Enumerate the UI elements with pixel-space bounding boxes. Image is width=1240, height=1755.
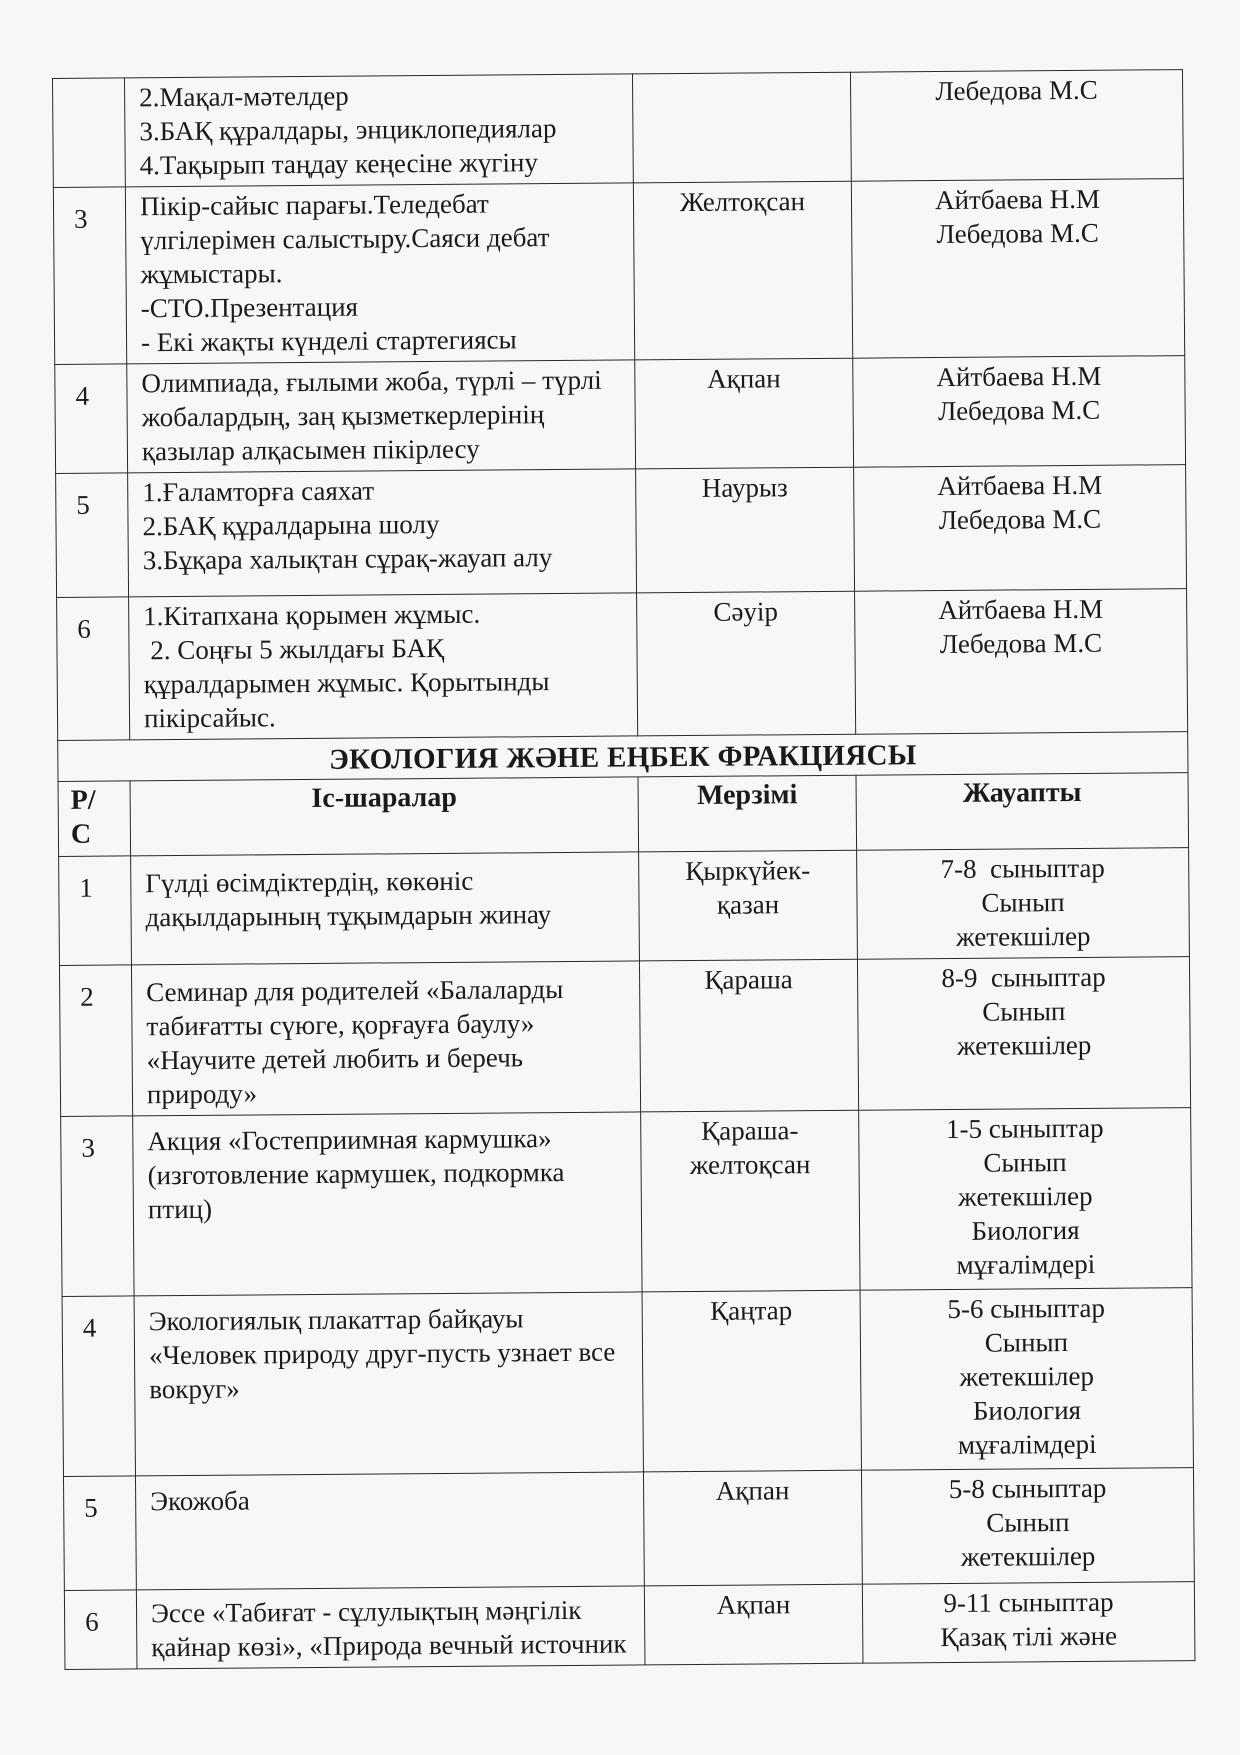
section-title: ЭКОЛОГИЯ ЖӘНЕ ЕҢБЕК ФРАКЦИЯСЫ bbox=[58, 732, 1188, 782]
event-date: Ақпан bbox=[635, 358, 854, 469]
responsible: Айтбаева Н.М Лебедова М.С bbox=[853, 356, 1186, 468]
responsible: 8-9 сыныптар Сынып жетекшілер bbox=[857, 957, 1190, 1111]
table-row bbox=[61, 1108, 1192, 1297]
responsible: 7-8 сыныптар Сынып жетекшілер bbox=[857, 848, 1190, 960]
event-description: Акция «Гостеприимная кармушка» (изготовление кармушек, подкормка птиц) bbox=[133, 1112, 642, 1296]
row-number: 3 bbox=[53, 187, 126, 365]
responsible: Лебедова М.С bbox=[850, 70, 1183, 182]
header-responsible: Жауапты bbox=[856, 773, 1189, 851]
row-number: 4 bbox=[62, 1296, 135, 1477]
responsible: 1-5 сыныптар Сынып жетекшілер Биология мұғалімдері bbox=[859, 1108, 1192, 1291]
table-row bbox=[59, 848, 1190, 966]
header-date: Мерзімі bbox=[638, 775, 857, 852]
header-events: Іс-шаралар bbox=[130, 777, 639, 856]
event-description: Экологиялық плакаттар байқауы «Человек природу друг-пусть узнает все вокруг» bbox=[134, 1292, 643, 1476]
responsible: 5-8 сыныптар Сынып жетекшілер bbox=[861, 1468, 1194, 1585]
row-number bbox=[53, 78, 126, 188]
event-description: Эссе «Табиғат - сұлулықтың мәңгілік қайнар көзі», «Природа вечный источник bbox=[136, 1586, 645, 1669]
row-number: 2 bbox=[59, 965, 132, 1117]
table-row bbox=[55, 356, 1186, 474]
row-number: 5 bbox=[56, 473, 129, 598]
event-date bbox=[632, 72, 851, 183]
table-row bbox=[62, 1288, 1193, 1477]
responsible: Айтбаева Н.М Лебедова М.С bbox=[854, 465, 1187, 592]
event-date: Қаңтар bbox=[642, 1290, 861, 1472]
event-date: Наурыз bbox=[636, 467, 855, 593]
event-description: Семинар для родителей «Балаларды табиғатты сүюге, қорғауға баулу» «Научите детей любить и беречь природу» bbox=[131, 961, 640, 1116]
event-date: Ақпан bbox=[644, 1584, 863, 1665]
column-header-row bbox=[58, 773, 1189, 857]
header-number: Р/С bbox=[58, 781, 131, 857]
table-row bbox=[56, 465, 1187, 598]
table-row bbox=[57, 589, 1188, 741]
event-date: Қараша bbox=[639, 959, 858, 1112]
row-number: 6 bbox=[64, 1590, 137, 1670]
event-date: Ақпан bbox=[643, 1470, 862, 1586]
document-page bbox=[52, 69, 1194, 1670]
event-description: Гүлді өсімдіктердің, көкөніс дақылдарының тұқымдарын жинау bbox=[131, 852, 640, 965]
event-description: 2.Мақал-мәтелдер 3.БАҚ құралдары, энциклопедиялар 4.Тақырып таңдау кеңесіне жүгіну bbox=[125, 74, 634, 187]
event-description: Пікір-сайыс парағы.Теледебат үлгілерімен салыстыру.Саяси дебат жұмыстары. -СТО.Презентация - Екі жақты күнделі стартегиясы bbox=[125, 183, 634, 364]
table-row bbox=[53, 70, 1184, 188]
event-description: Экожоба bbox=[135, 1472, 644, 1590]
event-date: Сәуір bbox=[637, 591, 856, 736]
table-row bbox=[64, 1582, 1195, 1670]
event-description: Олимпиада, ғылыми жоба, түрлі – түрлі жобалардың, заң қызметкерлерінің қазылар алқасымен пікірлесу bbox=[127, 360, 636, 473]
event-date: Қараша- желтоқсан bbox=[641, 1110, 860, 1292]
table-row bbox=[53, 179, 1184, 365]
table-row bbox=[59, 957, 1190, 1117]
row-number: 3 bbox=[61, 1116, 134, 1297]
responsible: 9-11 сыныптар Қазақ тілі және bbox=[862, 1582, 1195, 1664]
plan-table bbox=[52, 69, 1195, 1670]
event-date: Желтоқсан bbox=[633, 181, 852, 360]
responsible: Айтбаева Н.М Лебедова М.С bbox=[851, 179, 1184, 359]
event-description: 1.Ғаламторға саяхат 2.БАҚ құралдарына шолу 3.Бұқара халықтан сұрақ-жауап алу bbox=[128, 469, 637, 597]
row-number: 1 bbox=[59, 856, 132, 966]
row-number: 4 bbox=[55, 364, 128, 474]
responsible: Айтбаева Н.М Лебедова М.С bbox=[855, 589, 1188, 735]
event-date: Қыркүйек- қазан bbox=[639, 850, 858, 961]
responsible: 5-6 сыныптар Сынып жетекшілер Биология мұғалімдері bbox=[860, 1288, 1193, 1471]
row-number: 5 bbox=[63, 1476, 136, 1591]
row-number: 6 bbox=[57, 597, 130, 741]
event-description: 1.Кітапхана қорымен жұмыс. 2. Соңғы 5 жылдағы БАҚ құралдарымен жұмыс. Қорытынды пікірсайыс. bbox=[129, 593, 638, 740]
table-row bbox=[63, 1468, 1194, 1591]
